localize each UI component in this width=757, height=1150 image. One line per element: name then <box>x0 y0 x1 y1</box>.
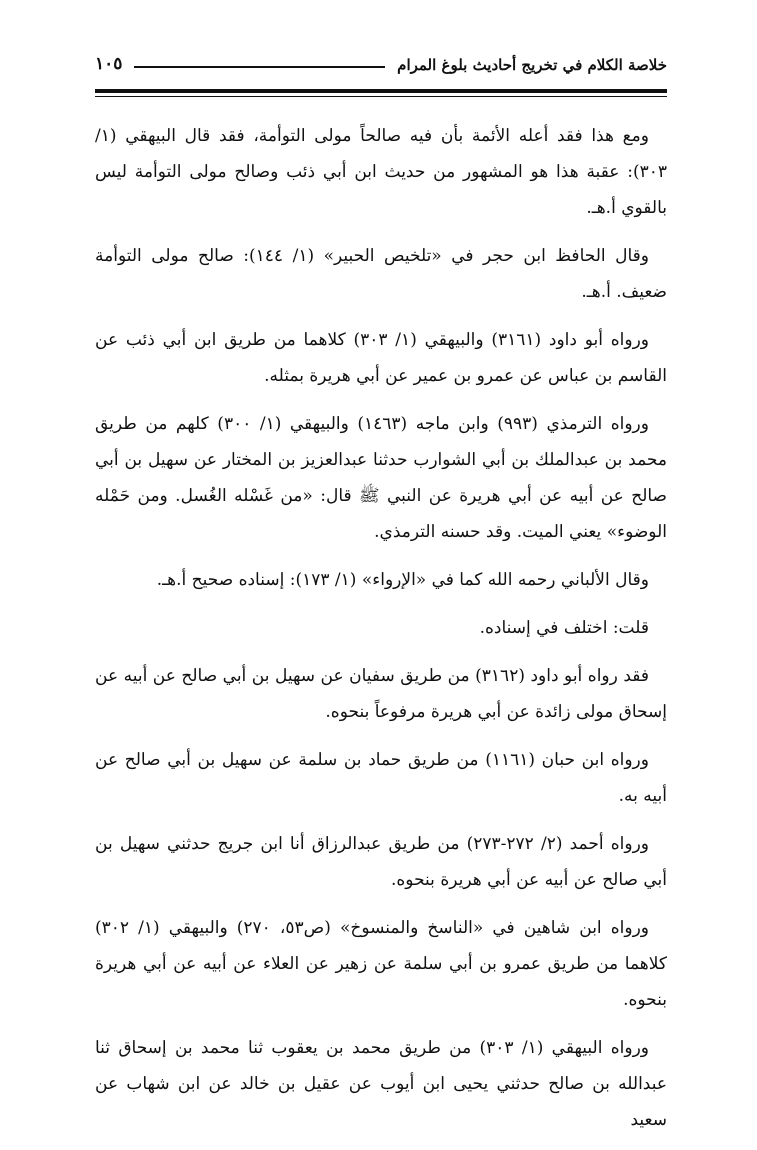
paragraph: ومع هذا فقد أعله الأئمة بأن فيه صالحاً مولى التوأمة، فقد قال البيهقي (١/ ٣٠٣): عقبة هذا هو المشهور من حديث ابن أبي ذئب وصالح مولى التوأمة ليس بالقوي أ.هـ. <box>95 126 667 218</box>
paragraph: فقد رواه أبو داود (٣١٦٢) من طريق سفيان عن سهيل بن أبي صالح عن أبيه عن إسحاق مولى زائدة عن أبي هريرة مرفوعاً بنحوه. <box>95 666 667 722</box>
header-rule <box>134 66 385 68</box>
paragraph: وقال الحافظ ابن حجر في «تلخيص الحبير» (١/ ١٤٤): صالح مولى التوأمة ضعيف. أ.هـ. <box>95 246 667 302</box>
page-header <box>95 50 667 80</box>
paragraph: ورواه الترمذي (٩٩٣) وابن ماجه (١٤٦٣) والبيهقي (١/ ٣٠٠) كلهم من طريق محمد بن عبدالملك بن أبي الشوارب حدثنا عبدالعزيز بن المختار عن سهيل بن أبي صالح عن أبيه عن أبي هريرة عن النبي ﷺ قال: «من غَسْله الغُسل. ومن حَمْله الوضوء» يعني الميت. وقد حسنه الترمذي. <box>95 414 667 542</box>
paragraph: ورواه أبو داود (٣١٦١) والبيهقي (١/ ٣٠٣) كلاهما من طريق ابن أبي ذئب عن القاسم بن عباس عن عمرو بن عمير عن أبي هريرة بمثله. <box>95 330 667 386</box>
body-text <box>95 118 667 1150</box>
header-divider <box>95 89 667 101</box>
running-title: خلاصة الكلام في تخريج أحاديث بلوغ المرام <box>397 56 667 74</box>
header-divider-thick <box>95 89 667 93</box>
header-divider-thin <box>95 96 667 97</box>
paragraph: ورواه ابن حبان (١١٦١) من طريق حماد بن سلمة عن سهيل بن أبي صالح عن أبيه به. <box>95 750 667 806</box>
paragraph: وقال الألباني رحمه الله كما في «الإرواء» (١/ ١٧٣): إسناده صحيح أ.هـ. <box>156 570 649 590</box>
paragraph: ورواه البيهقي (١/ ٣٠٣) من طريق محمد بن يعقوب ثنا محمد بن إسحاق ثنا عبدالله بن صالح حدثني يحيى ابن أيوب عن عقيل بن خالد عن ابن شهاب عن سعيد <box>95 1038 667 1130</box>
page-number: ١٠٥ <box>95 54 123 74</box>
paragraph: ورواه ابن شاهين في «الناسخ والمنسوخ» (ص٥٣، ٢٧٠) والبيهقي (١/ ٣٠٢) كلاهما من طريق عمرو بن أبي سلمة عن زهير عن العلاء عن أبيه عن أبي هريرة بنحوه. <box>95 918 667 1010</box>
paragraph: ورواه أحمد (٢/ ٢٧٢-٢٧٣) من طريق عبدالرزاق أنا ابن جريج حدثني سهيل بن أبي صالح عن أبيه عن أبي هريرة بنحوه. <box>95 834 667 890</box>
paragraph: قلت: اختلف في إسناده. <box>479 618 649 638</box>
